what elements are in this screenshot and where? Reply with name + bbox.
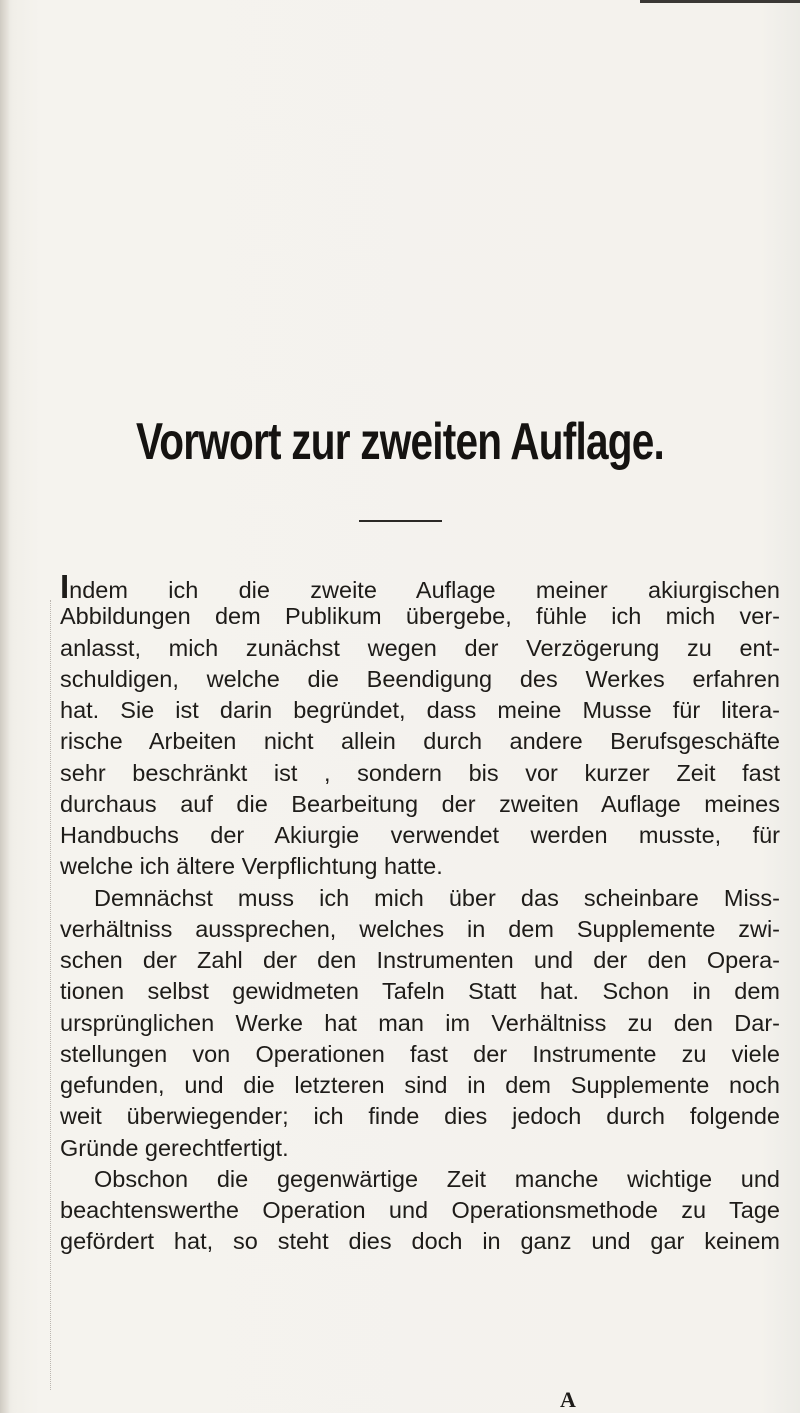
text-line-content: ndem ich die zweite Auflage meiner akiurgischen [69,577,780,603]
text-line-content: schuldigen, welche die Beendigung des Werkes erfahren [60,665,780,692]
text-line-content: verhältniss aussprechen, welches in dem Supplemente zwi- [60,915,780,942]
margin-marks [50,600,55,1390]
text-line-content: anlasst, mich zunächst wegen der Verzögerung zu ent- [60,634,780,661]
text-line-content: tionen selbst gewidmeten Tafeln Statt hat. Schon in dem [60,978,780,1005]
drop-cap: I [60,568,70,605]
text-line-content: ursprünglichen Werke hat man im Verhältniss zu den Dar- [60,1009,780,1036]
top-edge-rule [640,0,800,3]
text-line [60,1164,780,1195]
text-line [60,1070,780,1101]
text-line [60,789,780,820]
text-line-content: Handbuchs der Akiurgie verwendet werden musste, für [60,822,780,848]
text-line [60,1226,780,1257]
text-line [60,758,780,789]
text-line-content: Obschon die gegenwärtige Zeit manche wichtige und [94,1165,780,1192]
text-line [60,945,780,976]
text-line-content: Abbildungen dem Publikum übergebe, fühle ich mich ver- [60,603,780,630]
body-text [60,570,780,1258]
text-line [60,726,780,757]
text-line [60,1133,780,1164]
text-line [60,914,780,945]
text-line [60,633,780,664]
text-line [60,851,780,882]
text-line-content: hat. Sie ist darin begründet, dass meine Musse für litera- [60,697,780,723]
text-line-content: Gründe gerechtfertigt. [60,1134,289,1161]
text-line-content: welche ich ältere Verpflichtung hatte. [60,853,443,880]
text-line [60,820,780,851]
text-line [60,976,780,1007]
text-line [60,1101,780,1132]
text-line-content: gefördert hat, so steht dies doch in ganz und gar keinem [60,1228,780,1255]
signature-mark: A [560,1387,576,1412]
text-line [60,1195,780,1226]
page-binding-edge [0,0,10,1413]
page-title: Vorwort zur zweiten Auflage. [135,413,665,471]
text-line [60,568,780,605]
text-line [60,601,780,632]
text-line [60,664,780,695]
text-line [60,695,780,726]
text-line-content: weit überwiegender; ich finde dies jedoch durch folgende [60,1103,780,1130]
text-line-content: schen der Zahl der den Instrumenten und der den Opera- [60,947,780,973]
text-line-content: durchaus auf die Bearbeitung der zweiten Auflage meines [60,790,780,817]
text-line-content: Demnächst muss ich mich über das scheinbare Miss- [94,884,780,911]
text-line [60,1008,780,1039]
text-line-content: gefunden, und die letzteren sind in dem Supplemente noch [60,1072,780,1098]
text-line-content: rische Arbeiten nicht allein durch andere Berufsgeschäfte [60,728,780,755]
text-line-content: stellungen von Operationen fast der Instrumente zu viele [60,1040,780,1067]
text-line-content: sehr beschränkt ist , sondern bis vor kurzer Zeit fast [60,759,780,786]
text-line [60,1039,780,1070]
text-line [60,883,780,914]
title-divider [359,520,442,522]
text-line-content: beachtenswerthe Operation und Operationsmethode zu Tage [60,1197,780,1223]
